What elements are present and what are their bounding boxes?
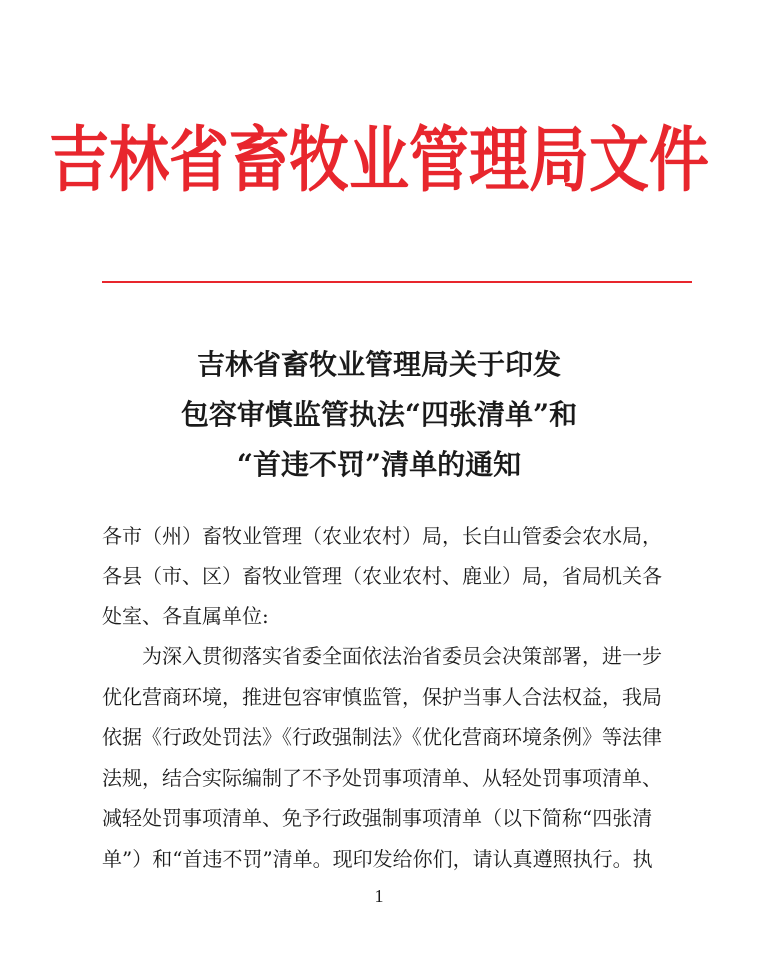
addressee-block	[102, 516, 702, 636]
body-line: 为深入贯彻落实省委全面依法治省委员会决策部署，进一步	[142, 644, 662, 668]
addressee-line: 处室、各直属单位:	[102, 604, 269, 628]
body-line: 减轻处罚事项清单、免予行政强制事项清单（以下简称“四张清	[102, 806, 653, 830]
red-divider-line	[102, 281, 692, 283]
body-line: 依据《行政处罚法》《行政强制法》《优化营商环境条例》等法律	[102, 725, 662, 749]
addressee-line: 各市（州）畜牧业管理（农业农村）局，长白山管委会农水局，	[102, 524, 662, 548]
issuer-masthead: 吉林省畜牧业管理局文件	[49, 119, 709, 203]
body-line: 单”）和“首违不罚”清单。现印发给你们，请认真遵照执行。执	[102, 846, 653, 871]
body-line: 法规，结合实际编制了不予处罚事项清单、从轻处罚事项清单、	[102, 765, 662, 790]
page-number: 1	[374, 886, 384, 906]
body-paragraph	[102, 636, 702, 879]
body-line: 优化营商环境，推进包容审慎监管，保护当事人合法权益，我局	[102, 684, 662, 709]
addressee-line: 各县（市、区）畜牧业管理（农业农村、鹿业）局，省局机关各	[102, 564, 662, 588]
document-title-line: “首违不罚”清单的通知	[236, 448, 522, 481]
document-title-line: 包容审慎监管执法“四张清单”和	[180, 398, 578, 431]
document-title	[0, 340, 758, 490]
document-title-line: 吉林省畜牧业管理局关于印发	[196, 348, 561, 381]
